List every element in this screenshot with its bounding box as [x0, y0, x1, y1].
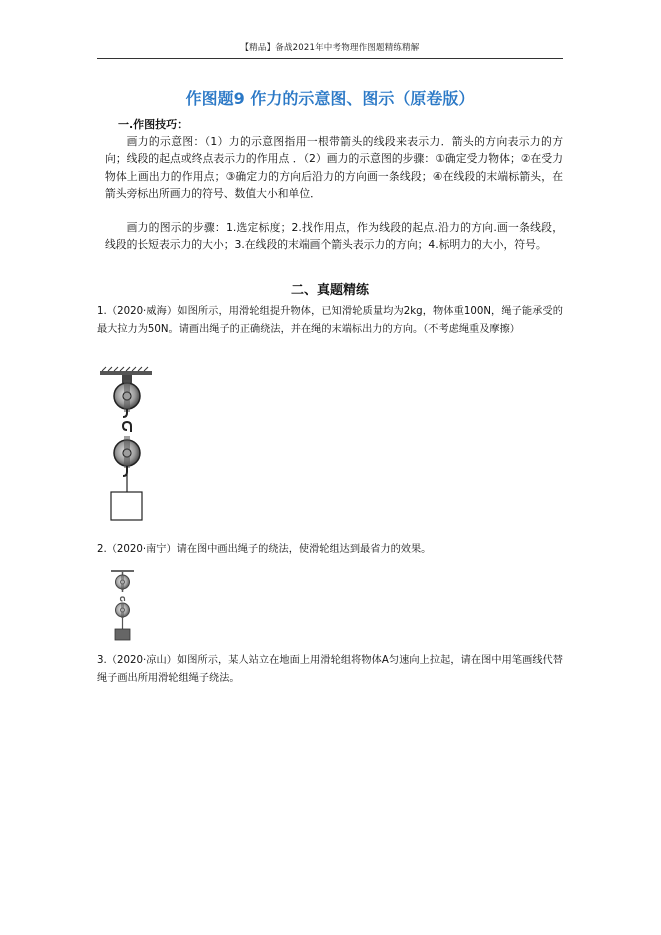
weight-block-2: [115, 629, 130, 640]
section-heading-techniques: 一.作图技巧：: [118, 118, 189, 131]
pulley-figure-1: [98, 366, 158, 526]
ceiling-bar-2: [111, 570, 134, 572]
pulley-figure-2: [108, 567, 138, 647]
fixed-pulley-frame: [124, 380, 130, 412]
load-box: [111, 492, 142, 520]
ceiling-bar: [100, 371, 152, 375]
movable-pulley-hook-2: [121, 597, 125, 601]
page-title: 作图题9 作力的示意图、图示（原卷版）: [185, 89, 475, 108]
question-2: 2.（2020·南宁）请在图中画出绳子的绕法，使滑轮组达到最省力的效果。: [97, 544, 432, 555]
question-3: 3.（2020·凉山）如图所示，某人站立在地面上用滑轮组将物体A匀速向上拉起，请在图中用笔画线代替绳子画出所用滑轮组绳子绕法。: [97, 655, 563, 684]
ceiling-hatch: [102, 367, 148, 371]
question-1: 1.（2020·威海）如图所示，用滑轮组提升物体，已知滑轮质量均为2kg，物体重100N，绳子能承受的最大拉力为50N。请画出绳子的正确绕法，并在绳的末端标出力的方向。（不考虑绳重及摩擦）: [97, 306, 563, 335]
paragraph-force-diagram: 画力的示意图：（1）力的示意图指用一根带箭头的线段来表示力．箭头的方向表示力的方向；线段的起点或终点表示力的作用点 ．（2）画力的示意图的步骤：①确定受力物体；②在受力物体上画出力的作用点；③确定力的方向后沿力的方向画一条线段；④在线段的末端标箭头，在箭头旁标出所画力的符号、数值大小和单位．: [105, 135, 563, 200]
movable-pulley-frame: [124, 436, 130, 468]
header-rule: [97, 58, 563, 59]
movable-pulley-hook: [123, 422, 131, 432]
paragraph-force-graphic: 画力的图示的步骤：1.选定标度；2.找作用点，作为线段的起点.沿力的方向.画一条线段，线段的长短表示力的大小；3.在线段的末端画个箭头表示力的方向；4.标明力的大小，符号。: [105, 221, 563, 252]
page-header: 【精品】备战2021年中考物理作图题精练精解: [240, 43, 420, 53]
section-heading-exercises: 二、真题精练: [290, 283, 369, 298]
